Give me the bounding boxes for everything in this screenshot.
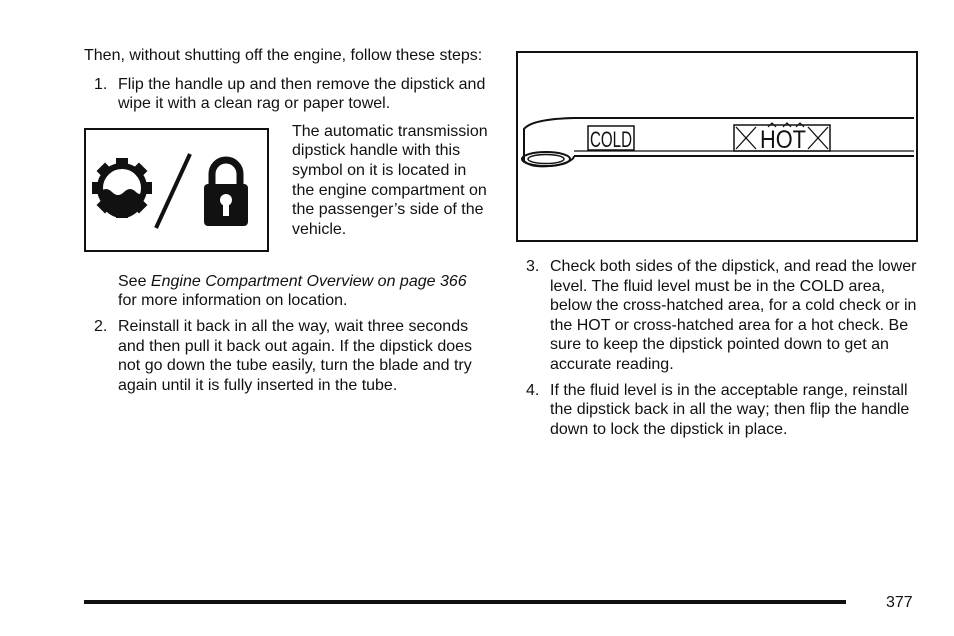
engine-compartment-reference-link[interactable]: Engine Compartment Overview on page 366 (150, 272, 467, 290)
symbol-caption: The automatic transmission dipstick handle with this symbol on it is located in the engine compartment on the passenger’s side of the vehicle. (292, 122, 488, 238)
see-suffix: for more information on location. (118, 292, 348, 310)
step-3-number: 3. (526, 258, 540, 275)
step-4-text: If the fluid level is in the acceptable range, reinstall the dipstick back in all the way; then flip the handle down to lock the dipstick in place. (550, 381, 910, 438)
step-3 (516, 257, 920, 375)
step-1-number: 1. (94, 75, 108, 93)
see-reference (84, 272, 488, 311)
left-column (84, 46, 488, 395)
page-number: 377 (886, 594, 913, 611)
cold-label: COLD (590, 127, 632, 152)
step-4-number: 4. (526, 381, 540, 399)
transmission-lock-symbol (84, 128, 269, 252)
dipstick-illustration (518, 53, 916, 240)
symbol-row (84, 122, 488, 258)
step-2-number: 2. (94, 317, 108, 335)
step-2 (84, 317, 488, 395)
see-prefix: See (118, 272, 151, 290)
step-1 (84, 75, 488, 114)
step-3-text: Check both sides of the dipstick, and read the lower level. The fluid level must be in the COLD area, below the cross-hatched area, for a cold check or in the HOT or cross-hatched area for a hot check. Be sure to keep the dipstick pointed down to get an accurate reading. (550, 258, 917, 373)
footer-rule (84, 600, 846, 604)
dipstick-figure (516, 51, 918, 242)
step-2-text: Reinstall it back in all the way, wait three seconds and then pull it back out again. If the dipstick does not go down the tube easily, turn the blade and try again until it is fully inserted in the tube. (118, 317, 473, 394)
step-4 (516, 381, 920, 440)
step-1-text: Flip the handle up and then remove the dipstick and wipe it with a clean rag or paper towel. (118, 75, 486, 113)
hot-label: HOT (760, 126, 806, 154)
right-column (516, 51, 920, 439)
gear-lock-icon (86, 130, 267, 250)
intro-text: Then, without shutting off the engine, follow these steps: (84, 47, 483, 64)
